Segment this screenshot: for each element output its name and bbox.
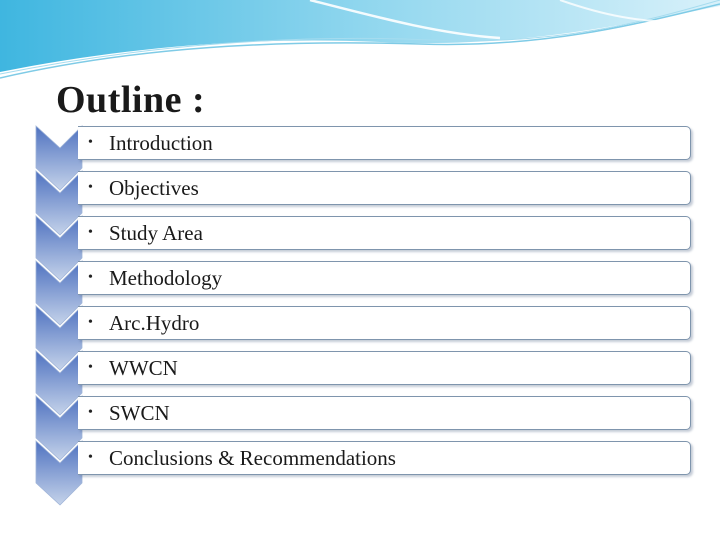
bullet-icon: • — [88, 225, 93, 240]
outline-item-wwcn — [36, 351, 692, 397]
outline-item-label: Objectives — [109, 176, 199, 200]
outline-item-label: Conclusions & Recommendations — [109, 446, 396, 470]
outline-item-introduction — [36, 126, 692, 172]
bullet-icon: • — [88, 135, 93, 150]
outline-item-box — [78, 396, 691, 430]
outline-item-box — [78, 306, 691, 340]
bullet-icon: • — [88, 180, 93, 195]
outline-item-box — [78, 351, 691, 385]
bullet-icon: • — [88, 270, 93, 285]
outline-item-arc-hydro — [36, 306, 692, 352]
outline-item-label: SWCN — [109, 401, 170, 425]
outline-item-box — [78, 126, 691, 160]
outline-item-objectives — [36, 171, 692, 217]
outline-item-box — [78, 261, 691, 295]
outline-item-label: WWCN — [109, 356, 178, 380]
outline-item-label: Introduction — [109, 131, 213, 155]
bullet-icon: • — [88, 450, 93, 465]
outline-item-swcn — [36, 396, 692, 442]
chevron-arrow-icon — [36, 441, 82, 505]
bullet-icon: • — [88, 360, 93, 375]
outline-item-box — [78, 441, 691, 475]
outline-item-label: Methodology — [109, 266, 223, 290]
outline-item-label: Arc.Hydro — [109, 311, 200, 335]
outline-item-study-area — [36, 216, 692, 262]
outline-item-box — [78, 171, 691, 205]
slide-title: Outline : — [56, 79, 206, 121]
outline-item-label: Study Area — [109, 221, 203, 245]
bullet-icon: • — [88, 315, 93, 330]
outline-item-box — [78, 216, 691, 250]
outline-item-conclusions — [36, 441, 692, 487]
bullet-icon: • — [88, 405, 93, 420]
outline-item-methodology — [36, 261, 692, 307]
